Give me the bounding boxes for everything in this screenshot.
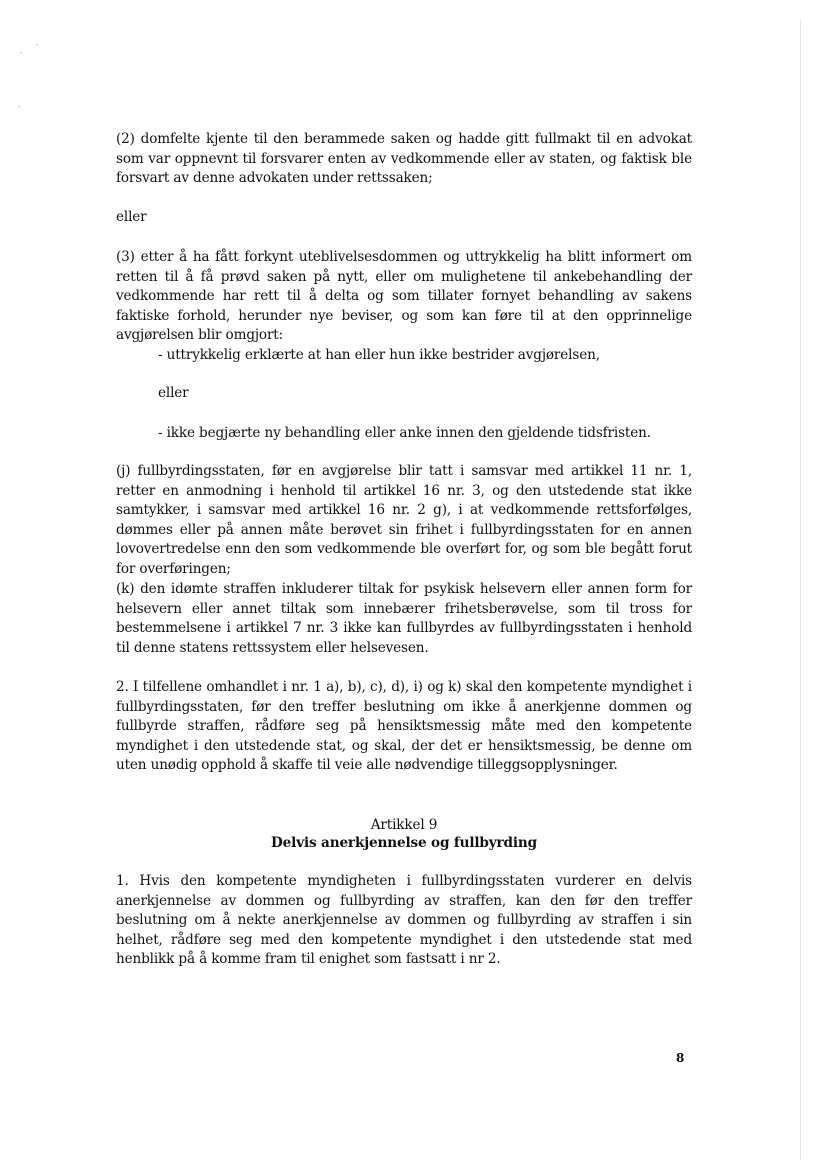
scan-speck — [36, 44, 38, 45]
paragraph-2: (2) domfelte kjente til den berammede saken og hadde gitt fullmakt til en advokat som var oppnevnt til forsvarer enten av vedkommende eller av staten, og faktisk ble forsvart av denne advokaten under rettssaken; — [116, 131, 692, 186]
paragraph-k: (k) den idømte straffen inkluderer tiltak for psykisk helsevern eller annen form for helsevern eller annet tiltak som innebærer frihetsberøvelse, som til tross for bestemmelsene i artikkel 7 nr. 3 ikke kan fullbyrdes av fullbyrdingsstaten i henhold til denne statens rettssystem eller helsevesen. — [116, 581, 692, 656]
scan-edge-line — [800, 20, 801, 1160]
paragraph-3: (3) etter å ha fått forkynt uteblivelsesdommen og uttrykkelig ha blitt informert om retten til å få prøvd saken på nytt, eller om mulighetene til ankebehandling der vedkommende har rett til å delta og som tillater fornyet behandling av sakens faktiske forhold, herunder nye beviser, og som kan føre til at den opprinnelige avgjørelsen blir omgjort: — [116, 249, 692, 343]
article-paragraph-1: 1. Hvis den kompetente myndigheten i fullbyrdingsstaten vurderer en delvis anerkjennelse av dommen og fullbyrding av straffen, kan den før den treffer beslutning om å nekte anerkjennelse av dommen og fullbyrding av straffen i sin helhet, rådføre seg med den kompetente myndighet i den utstedende stat med henblikk på å komme fram til enighet som fastsatt i nr 2. — [116, 873, 692, 967]
article-number: Artikkel 9 — [370, 817, 438, 833]
scan-speck — [20, 52, 22, 53]
paragraph-eller: eller — [116, 209, 147, 225]
list-item-dash-2: - ikke begjærte ny behandling eller anke innen den gjeldende tidsfristen. — [158, 425, 651, 441]
list-item-eller: eller — [158, 385, 189, 401]
list-item-dash-1: - uttrykkelig erklærte at han eller hun ikke bestrider avgjørelsen, — [158, 347, 600, 363]
paragraph-section-2: 2. I tilfellene omhandlet i nr. 1 a), b), c), d), i) og k) skal den kompetente myndighet i fullbyrdingsstaten, før den treffer beslutning om ikke å anerkjenne dommen og fullbyrde straffen, rådføre seg på hensiktsmessig måte med den kompetente myndighet i den utstedende stat, og skal, der det er hensiktsmessig, be denne om uten unødig opphold å skaffe til veie alle nødvendige tilleggsopplysninger. — [116, 679, 692, 773]
page-number: 8 — [676, 1051, 685, 1065]
scan-speck — [18, 106, 20, 107]
paragraph-j: (j) fullbyrdingsstaten, før en avgjørelse blir tatt i samsvar med artikkel 11 nr. 1, retter en anmodning i henhold til artikkel 16 nr. 3, og den utstedende stat ikke samtykker, i samsvar med artikkel 16 nr. 2 g), i at vedkommende rettsforfølges, dømmes eller på annen måte berøvet sin frihet i fullbyrdingsstaten for en annen lovovertredelse enn den som vedkommende ble overført for, og som ble begått forut for overføringen; — [116, 463, 692, 577]
article-title: Delvis anerkjennelse og fullbyrding — [271, 835, 537, 851]
